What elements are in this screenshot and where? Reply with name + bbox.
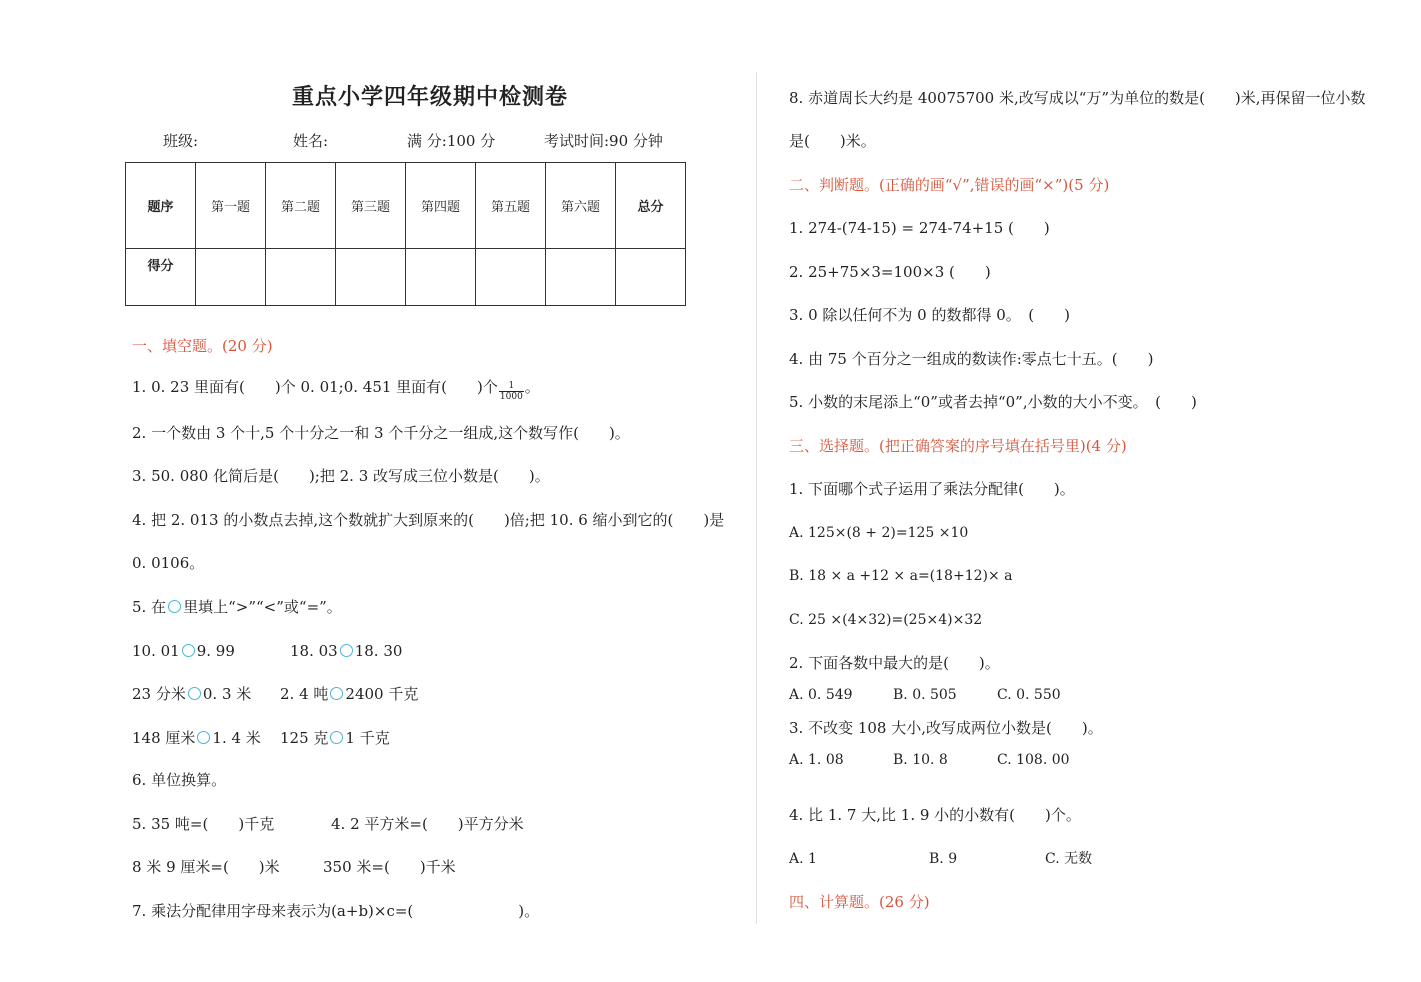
compare-right: 1. 4 米: [212, 729, 261, 747]
conversion-item: 5. 35 吨=( )千克: [132, 815, 275, 833]
choice-option: A. 1. 08: [789, 752, 844, 768]
choice-option: C. 0. 550: [997, 687, 1061, 703]
compare-item: [132, 728, 261, 748]
question-1-4-line1: 4. 把 2. 013 的小数点去掉,这个数就扩大到原来的( )倍;把 10. 6 缩小到它的( )是: [132, 511, 725, 529]
choice-option: A. 125×(8 + 2)=125 ×10: [789, 525, 969, 541]
question-1-5: [132, 597, 342, 617]
question-1-3: 3. 50. 080 化简后是( );把 2. 3 改写成三位小数是( )。: [132, 467, 550, 485]
compare-right: 18. 30: [354, 642, 403, 660]
conversion-item: 350 米=( )千米: [323, 858, 456, 876]
compare-item: [280, 684, 418, 704]
section-heading-calculation: 四、计算题。(26 分): [789, 893, 930, 911]
choice-option: C. 108. 00: [997, 752, 1070, 768]
question-text: 。: [524, 378, 540, 396]
fraction-numerator: 1: [499, 381, 524, 392]
question-text: 里填上“>”“<”或“=”。: [183, 598, 342, 616]
compare-right: 2400 千克: [345, 685, 419, 703]
exam-time-label: 考试时间:90 分钟: [544, 132, 663, 150]
score-table: [125, 162, 686, 306]
compare-left: 2. 4 吨: [280, 685, 329, 703]
question-1-1: [132, 377, 540, 402]
header-cell: 第四题: [406, 163, 476, 249]
compare-left: 23 分米: [132, 685, 186, 703]
score-cell[interactable]: [196, 249, 266, 306]
question-1-2: 2. 一个数由 3 个十,5 个十分之一和 3 个千分之一组成,这个数写作( )。: [132, 424, 630, 442]
compare-circle-icon[interactable]: [182, 644, 195, 657]
header-cell: 总分: [616, 163, 686, 249]
compare-circle-icon[interactable]: [188, 687, 201, 700]
compare-item: [132, 684, 251, 704]
compare-item: [290, 641, 402, 661]
name-label: 姓名:: [293, 132, 329, 150]
header-cell: 第六题: [546, 163, 616, 249]
choice-question: 3. 不改变 108 大小,改写成两位小数是( )。: [789, 719, 1103, 737]
choice-option: B. 0. 505: [893, 687, 957, 703]
judge-item: 2. 25+75×3=100×3 ( ): [789, 263, 991, 281]
score-cell[interactable]: [616, 249, 686, 306]
score-cell[interactable]: [546, 249, 616, 306]
compare-circle-icon[interactable]: [340, 644, 353, 657]
header-cell: 第三题: [336, 163, 406, 249]
judge-item: 4. 由 75 个百分之一组成的数读作:零点七十五。( ): [789, 350, 1154, 368]
header-cell: 第二题: [266, 163, 336, 249]
compare-right: 9. 99: [196, 642, 235, 660]
compare-circle-icon[interactable]: [330, 687, 343, 700]
column-divider: [756, 72, 757, 924]
score-cell[interactable]: [266, 249, 336, 306]
choice-question: 4. 比 1. 7 大,比 1. 9 小的小数有( )个。: [789, 806, 1081, 824]
question-1-8-line2: 是( )米。: [789, 132, 876, 150]
compare-left: 148 厘米: [132, 729, 196, 747]
compare-circle-icon[interactable]: [197, 731, 210, 744]
compare-circle-icon[interactable]: [330, 731, 343, 744]
compare-left: 125 克: [280, 729, 329, 747]
choice-option: B. 9: [929, 851, 958, 867]
question-1-4-line2: 0. 0106。: [132, 554, 205, 572]
score-cell[interactable]: [476, 249, 546, 306]
fraction: [499, 381, 524, 402]
header-cell: 第一题: [196, 163, 266, 249]
compare-left: 10. 01: [132, 642, 180, 660]
choice-option: A. 1: [789, 851, 817, 867]
question-1-6: 6. 单位换算。: [132, 771, 227, 789]
section-heading-multiple-choice: 三、选择题。(把正确答案的序号填在括号里)(4 分): [789, 437, 1127, 455]
section-heading-fill-blank: 一、填空题。(20 分): [132, 337, 273, 355]
row-label-score: 得分: [126, 249, 196, 306]
compare-item: [280, 728, 390, 748]
compare-right: 1 千克: [345, 729, 390, 747]
choice-question: 2. 下面各数中最大的是( )。: [789, 654, 1000, 672]
judge-item: 1. 274-(74-15) = 274-74+15 ( ): [789, 219, 1050, 237]
score-cell[interactable]: [336, 249, 406, 306]
compare-circle-icon: [168, 600, 181, 613]
compare-right: 0. 3 米: [202, 685, 252, 703]
choice-option: C. 无数: [1045, 851, 1093, 867]
choice-option: C. 25 ×(4×32)=(25×4)×32: [789, 612, 983, 628]
question-1-8-line1: 8. 赤道周长大约是 40075700 米,改写成以“万”为单位的数是( )米,再保留一位小数: [789, 89, 1366, 107]
class-label: 班级:: [163, 132, 199, 150]
full-score-label: 满 分:100 分: [407, 132, 496, 150]
choice-option: A. 0. 549: [789, 687, 853, 703]
judge-item: 3. 0 除以任何不为 0 的数都得 0。 ( ): [789, 306, 1070, 324]
conversion-item: 8 米 9 厘米=( )米: [132, 858, 280, 876]
conversion-item: 4. 2 平方米=( )平方分米: [331, 815, 524, 833]
header-cell: 题序: [126, 163, 196, 249]
judge-item: 5. 小数的末尾添上“0”或者去掉“0”,小数的大小不变。 ( ): [789, 393, 1197, 411]
compare-item: [132, 641, 235, 661]
header-cell: 第五题: [476, 163, 546, 249]
choice-option: B. 18 × a +12 × a=(18+12)× a: [789, 568, 1013, 584]
question-text: 5. 在: [132, 598, 167, 616]
compare-left: 18. 03: [290, 642, 338, 660]
section-heading-true-false: 二、判断题。(正确的画“√”,错误的画“×”)(5 分): [789, 176, 1110, 194]
choice-question: 1. 下面哪个式子运用了乘法分配律( )。: [789, 480, 1075, 498]
score-cell[interactable]: [406, 249, 476, 306]
question-1-7: 7. 乘法分配律用字母来表示为(a+b)×c=( )。: [132, 902, 540, 920]
choice-option: B. 10. 8: [893, 752, 948, 768]
exam-title: 重点小学四年级期中检测卷: [291, 84, 568, 110]
fraction-denominator: 1000: [499, 392, 523, 402]
question-text: 1. 0. 23 里面有( )个 0. 01;0. 451 里面有( )个: [132, 378, 498, 396]
